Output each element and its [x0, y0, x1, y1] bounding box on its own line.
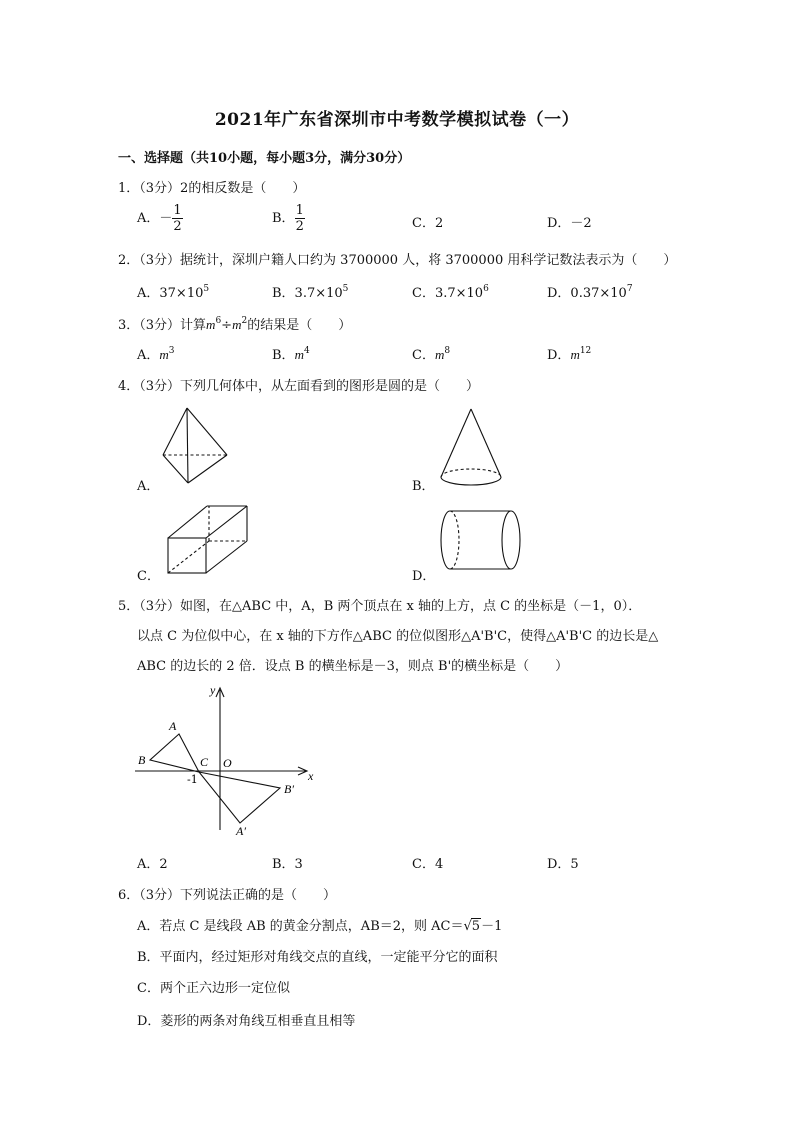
point-b-label: B — [138, 753, 146, 767]
question-5-line-1: 5．（3分）如图，在△ABC 中，A，B 两个顶点在 x 轴的上方，点 C 的坐标是（－1，0）． — [118, 599, 642, 614]
question-2-stem: 2．（3分）据统计，深圳户籍人口约为 3700000 人，将 3700000 用科学记数法表示为（ ） — [118, 253, 677, 268]
question-2-option-a: A．$37\times 10^5$ — [137, 284, 210, 301]
question-3-option-b: B．$m^4$ — [272, 346, 310, 363]
question-1-option-a: A．－ $\frac{1}{2}$ — [137, 203, 182, 234]
question-4-option-d: D． — [412, 569, 436, 584]
question-1-stem: 1．（3分）2的相反数是（ ） — [118, 181, 306, 196]
question-5-line-2: 以点 C 为位似中心，在 x 轴的下方作△ABC 的位似图形△A'B'C，使得△A'B'C 的边长是△ — [137, 629, 659, 644]
question-3-option-c: C．$m^8$ — [412, 346, 451, 363]
question-5-option-c: C．4 — [412, 857, 444, 872]
question-4-option-b: B． — [412, 479, 435, 494]
point-a-prime-label: A′ — [236, 824, 246, 838]
question-3-option-a: A．$m^3$ — [137, 346, 175, 363]
question-6-option-a: A．若点 C 是线段 AB 的黄金分割点，AB＝2，则 AC＝√5－1 — [137, 919, 503, 934]
coordinate-figure — [130, 682, 330, 842]
question-6-stem: 6．（3分）下列说法正确的是（ ） — [118, 888, 337, 903]
question-2-option-c: C．$3.7\times 10^6$ — [412, 284, 489, 301]
question-3-stem: 3．（3分）计算$m^6\div m^2$的结果是（ ） — [118, 316, 352, 333]
y-axis-label: y — [210, 683, 216, 697]
question-4-option-a: A． — [137, 479, 160, 494]
question-6-option-c: C．两个正六边形一定位似 — [137, 981, 290, 996]
question-2-option-b: B．$3.7\times 10^5$ — [272, 284, 349, 301]
point-c-label: C — [200, 755, 209, 769]
question-1-option-b: B． $\frac{1}{2}$ — [272, 203, 304, 234]
point-b-prime-label: B′ — [284, 782, 294, 796]
question-5-option-a: A．2 — [137, 857, 168, 872]
question-2-option-d: D．$0.37\times 10^7$ — [547, 284, 633, 301]
question-1-option-c: C．2 — [412, 216, 444, 231]
question-4-stem: 4．（3分）下列几何体中，从左面看到的图形是圆的是（ ） — [118, 379, 480, 394]
neg-one-tick-label: -1 — [187, 773, 198, 786]
question-5-option-b: B．3 — [272, 857, 303, 872]
cylinder-figure — [436, 507, 526, 577]
section-heading: 一、选择题（共10小题，每小题3分，满分30分） — [118, 151, 411, 166]
cuboid-figure — [165, 503, 255, 578]
x-axis-label: x — [308, 769, 314, 783]
question-1-option-d: D．－2 — [547, 216, 592, 231]
question-4-option-c: C． — [137, 569, 160, 584]
point-a-label: A — [169, 719, 177, 733]
page-title: 2021年广东省深圳市中考数学模拟试卷（一） — [214, 110, 580, 130]
origin-label: O — [223, 756, 232, 770]
question-6-option-b: B．平面内，经过矩形对角线交点的直线，一定能平分它的面积 — [137, 950, 498, 965]
question-6-option-d: D．菱形的两条对角线互相垂直且相等 — [137, 1014, 356, 1029]
pyramid-figure — [155, 405, 245, 490]
question-3-option-d: D．$m^{12}$ — [547, 346, 592, 363]
cone-figure — [436, 405, 516, 490]
question-5-line-3: ABC 的边长的 2 倍．设点 B 的横坐标是－3，则点 B'的横坐标是（ ） — [137, 659, 569, 674]
question-5-option-d: D．5 — [547, 857, 579, 872]
